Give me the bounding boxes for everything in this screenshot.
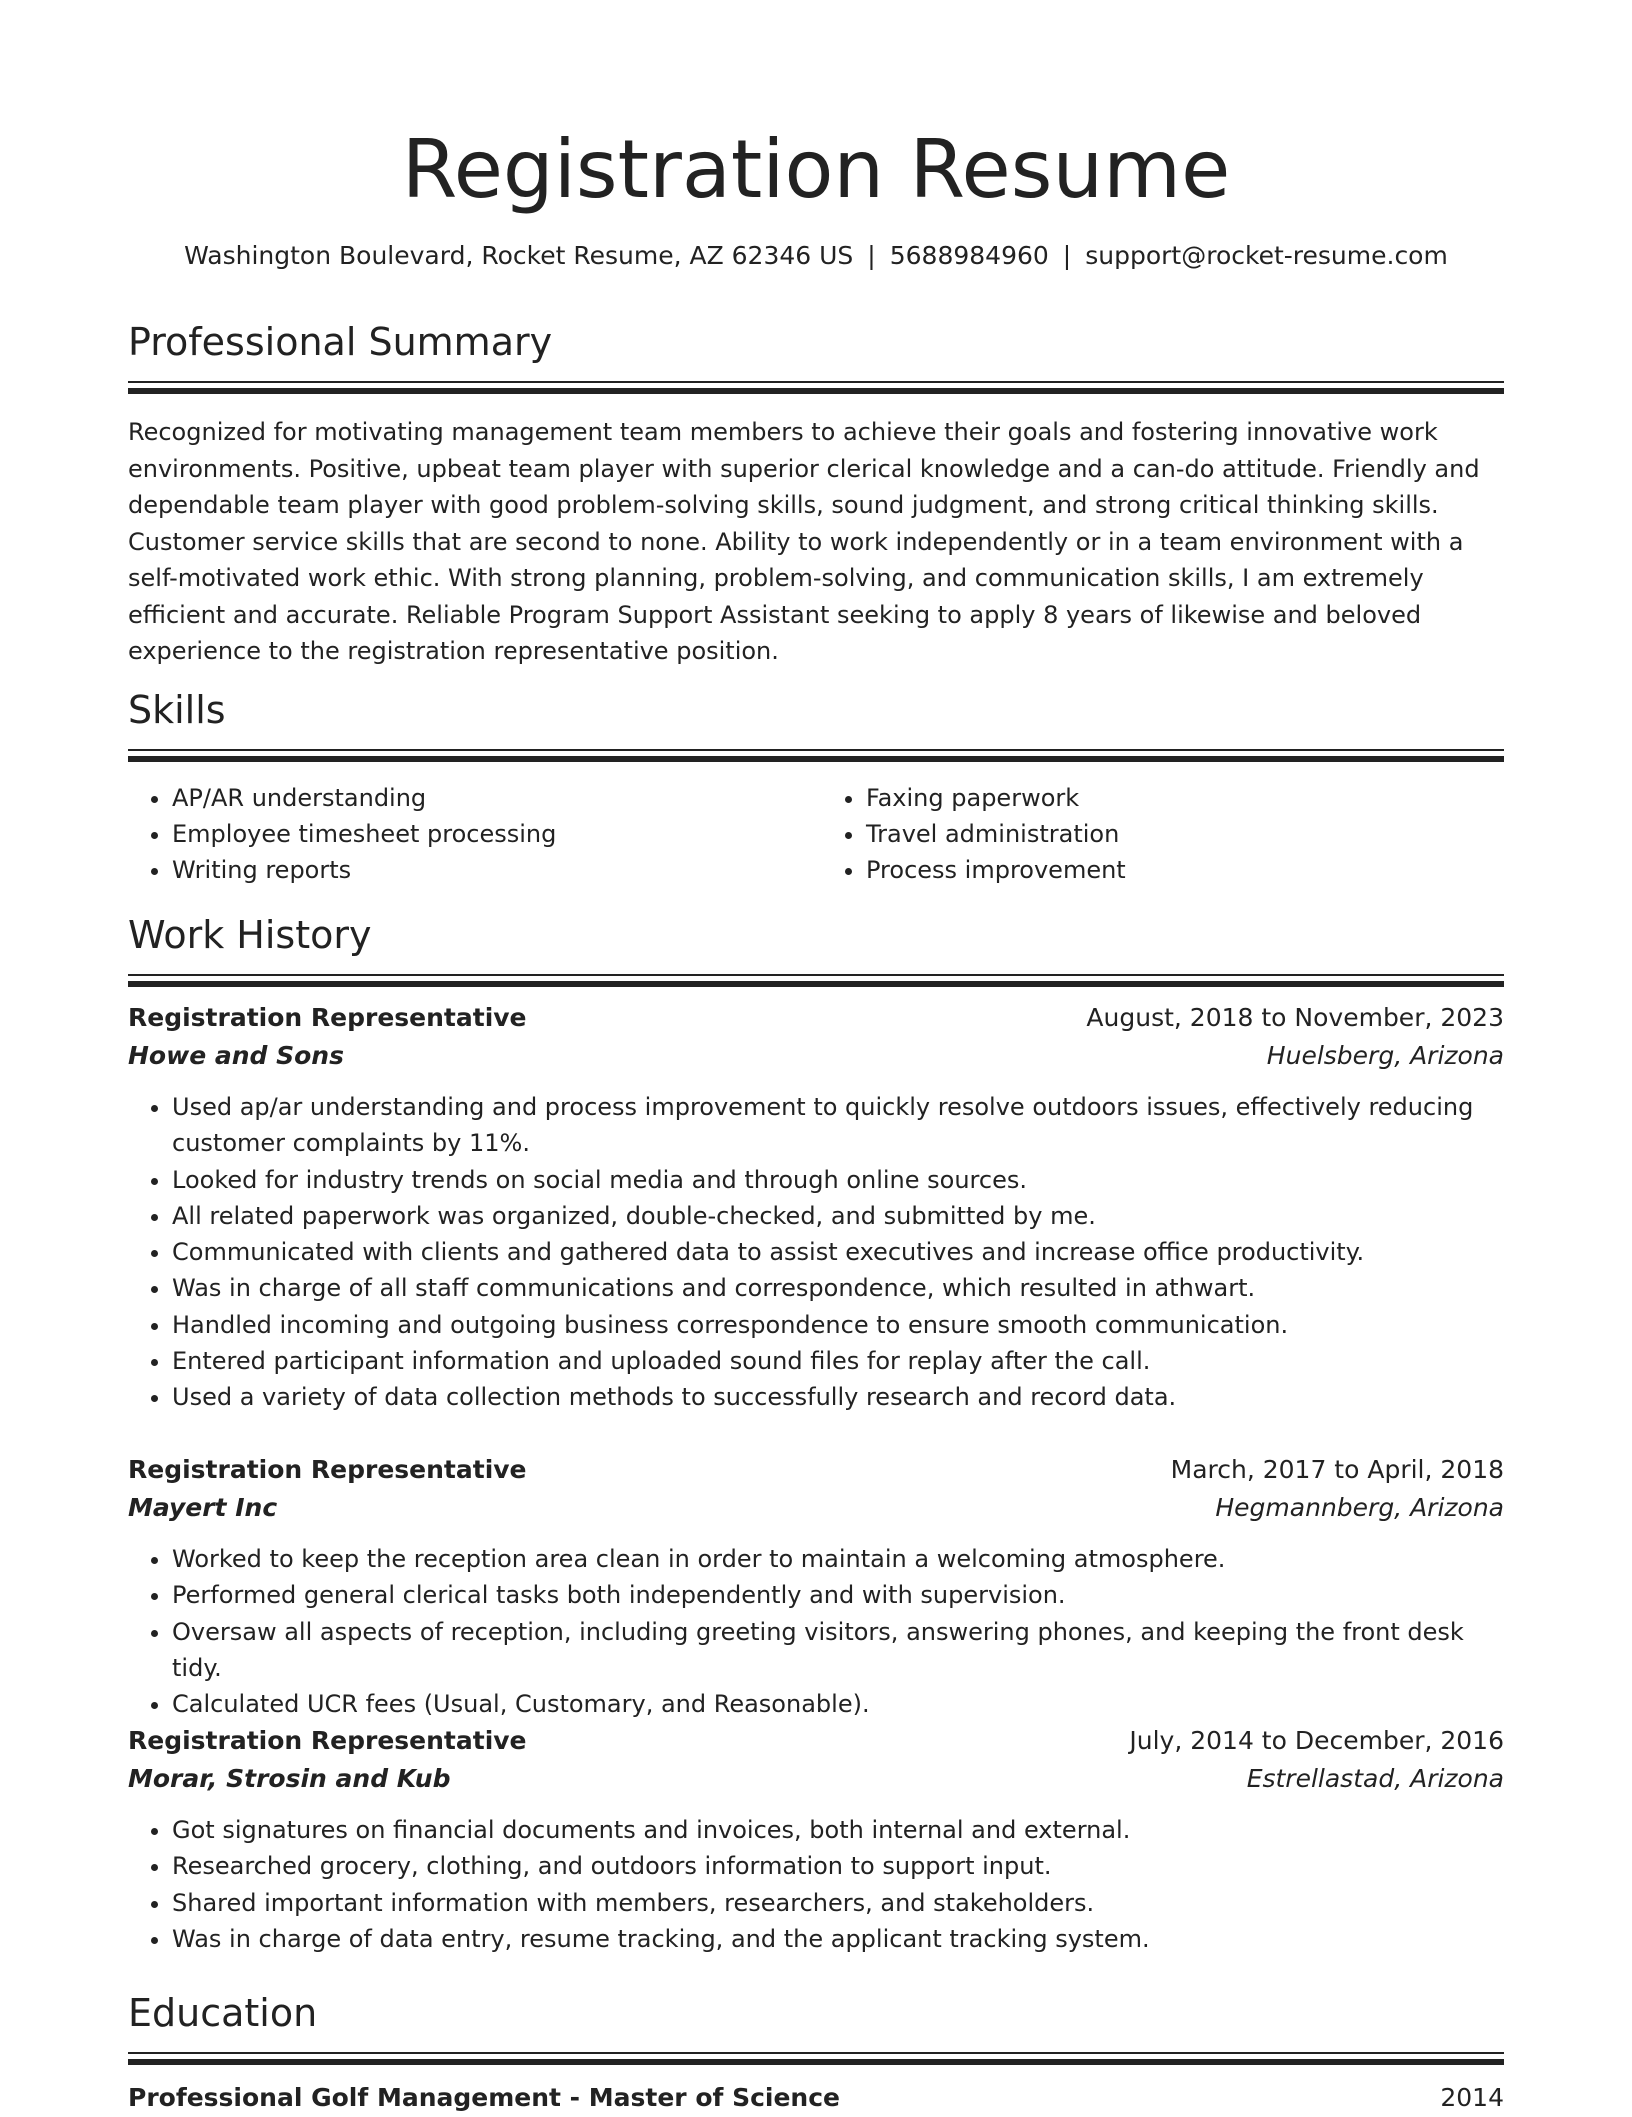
section-divider [128, 749, 1504, 751]
work-history-section [128, 910, 1504, 987]
contact-separator: | [1062, 241, 1072, 270]
job-dates: March, 2017 to April, 2018 [1170, 1455, 1504, 1484]
education-entry [128, 2079, 1504, 2117]
contact-email: support@rocket-resume.com [1085, 241, 1448, 270]
education-degree: Professional Golf Management - Master of Science [128, 2083, 840, 2112]
job-dates: August, 2018 to November, 2023 [1086, 1003, 1504, 1032]
contact-separator: | [867, 241, 876, 270]
job-company: Morar, Strosin and Kub [128, 1764, 451, 1793]
section-divider-thick [128, 756, 1504, 762]
skill-item: • Employee timesheet processing [172, 816, 816, 852]
section-divider [128, 381, 1504, 383]
contact-address: Washington Boulevard, Rocket Resume, AZ 62346 US [184, 241, 854, 270]
job-bullet: • Calculated UCR fees (Usual, Customary, and Reasonable). [172, 1686, 1504, 1722]
job-title: Registration Representative [128, 1003, 527, 1032]
job-dates: July, 2014 to December, 2016 [1129, 1726, 1504, 1755]
job-bullets [128, 1089, 1504, 1416]
job-bullet: • Got signatures on financial documents and invoices, both internal and external. [172, 1812, 1504, 1848]
job-location: Huelsberg, Arizona [1266, 1041, 1504, 1070]
skills-list-right [816, 780, 1504, 888]
section-divider-thick [128, 2059, 1504, 2065]
skills-heading: Skills [128, 688, 226, 732]
contact-phone: 5688984960 [889, 241, 1049, 270]
section-divider-thick [128, 388, 1504, 394]
job-bullet: • Used a variety of data collection methods to successfully research and record data. [172, 1379, 1504, 1415]
job-title: Registration Representative [128, 1726, 527, 1755]
job-location: Estrellastad, Arizona [1246, 1764, 1504, 1793]
job-company: Mayert Inc [128, 1493, 278, 1522]
job-bullets [128, 1541, 1504, 1722]
job-bullet: • Handled incoming and outgoing business correspondence to ensure smooth communication. [172, 1307, 1504, 1343]
summary-text: Recognized for motivating management team members to achieve their goals and fostering innovative work environments. Positive, upbeat team player with superior clerical knowledge and a can-do attitude. Friendly and dependable team player with good problem-solving skills, sound judgment, and strong critical thinking skills. Customer service skills that are second to none. Ability to work independently or in a team environment with a self-motivated work ethic. With strong planning, problem-solving, and communication skills, I am extremely efficient and accurate. Reliable Program Support Assistant seeking to apply 8 years of likewise and beloved experience to the registration representative position. [128, 418, 1480, 665]
skills-columns [128, 780, 1504, 888]
skills-section [128, 685, 1504, 888]
job-bullet: • Worked to keep the reception area clean in order to maintain a welcoming atmosphere. [172, 1541, 1504, 1577]
summary-heading: Professional Summary [128, 320, 553, 364]
job-entry [128, 1722, 1504, 1957]
job-bullet: • Shared important information with members, researchers, and stakeholders. [172, 1885, 1504, 1921]
section-divider [128, 2052, 1504, 2054]
job-bullet: • Used ap/ar understanding and process improvement to quickly resolve outdoors issues, effectively reducing customer complaints by 11%. [172, 1089, 1504, 1162]
job-bullet: • Entered participant information and uploaded sound files for replay after the call. [172, 1343, 1504, 1379]
job-bullet: • Researched grocery, clothing, and outdoors information to support input. [172, 1848, 1504, 1884]
job-company: Howe and Sons [128, 1041, 344, 1070]
contact-line [128, 236, 1504, 276]
job-bullet: • Was in charge of all staff communications and correspondence, which resulted in athwart. [172, 1270, 1504, 1306]
job-bullet: • Oversaw all aspects of reception, including greeting visitors, answering phones, and keeping the front desk tidy. [172, 1614, 1504, 1687]
job-entry [128, 999, 1504, 1416]
job-location: Hegmannberg, Arizona [1215, 1493, 1504, 1522]
section-divider-thick [128, 981, 1504, 987]
skills-list-left [128, 780, 816, 888]
section-divider [128, 974, 1504, 976]
skill-item: • Faxing paperwork [866, 780, 1504, 816]
skill-item: • AP/AR understanding [172, 780, 816, 816]
education-heading: Education [128, 1991, 318, 2035]
skill-item: • Process improvement [866, 852, 1504, 888]
job-bullet: • Looked for industry trends on social media and through online sources. [172, 1162, 1504, 1198]
work-history-heading: Work History [128, 913, 372, 957]
job-bullet: • All related paperwork was organized, double-checked, and submitted by me. [172, 1198, 1504, 1234]
job-bullets [128, 1812, 1504, 1957]
skill-item: • Writing reports [172, 852, 816, 888]
job-bullet: • Was in charge of data entry, resume tracking, and the applicant tracking system. [172, 1921, 1504, 1957]
resume-title: Registration Resume [401, 123, 1231, 216]
job-title: Registration Representative [128, 1455, 527, 1484]
summary-section [128, 317, 1504, 670]
job-bullet: • Performed general clerical tasks both independently and with supervision. [172, 1577, 1504, 1613]
job-entry [128, 1451, 1504, 1722]
education-year: 2014 [1440, 2083, 1504, 2112]
job-bullet: • Communicated with clients and gathered data to assist executives and increase office productivity. [172, 1234, 1504, 1270]
education-section [128, 1988, 1504, 2117]
skill-item: • Travel administration [866, 816, 1504, 852]
